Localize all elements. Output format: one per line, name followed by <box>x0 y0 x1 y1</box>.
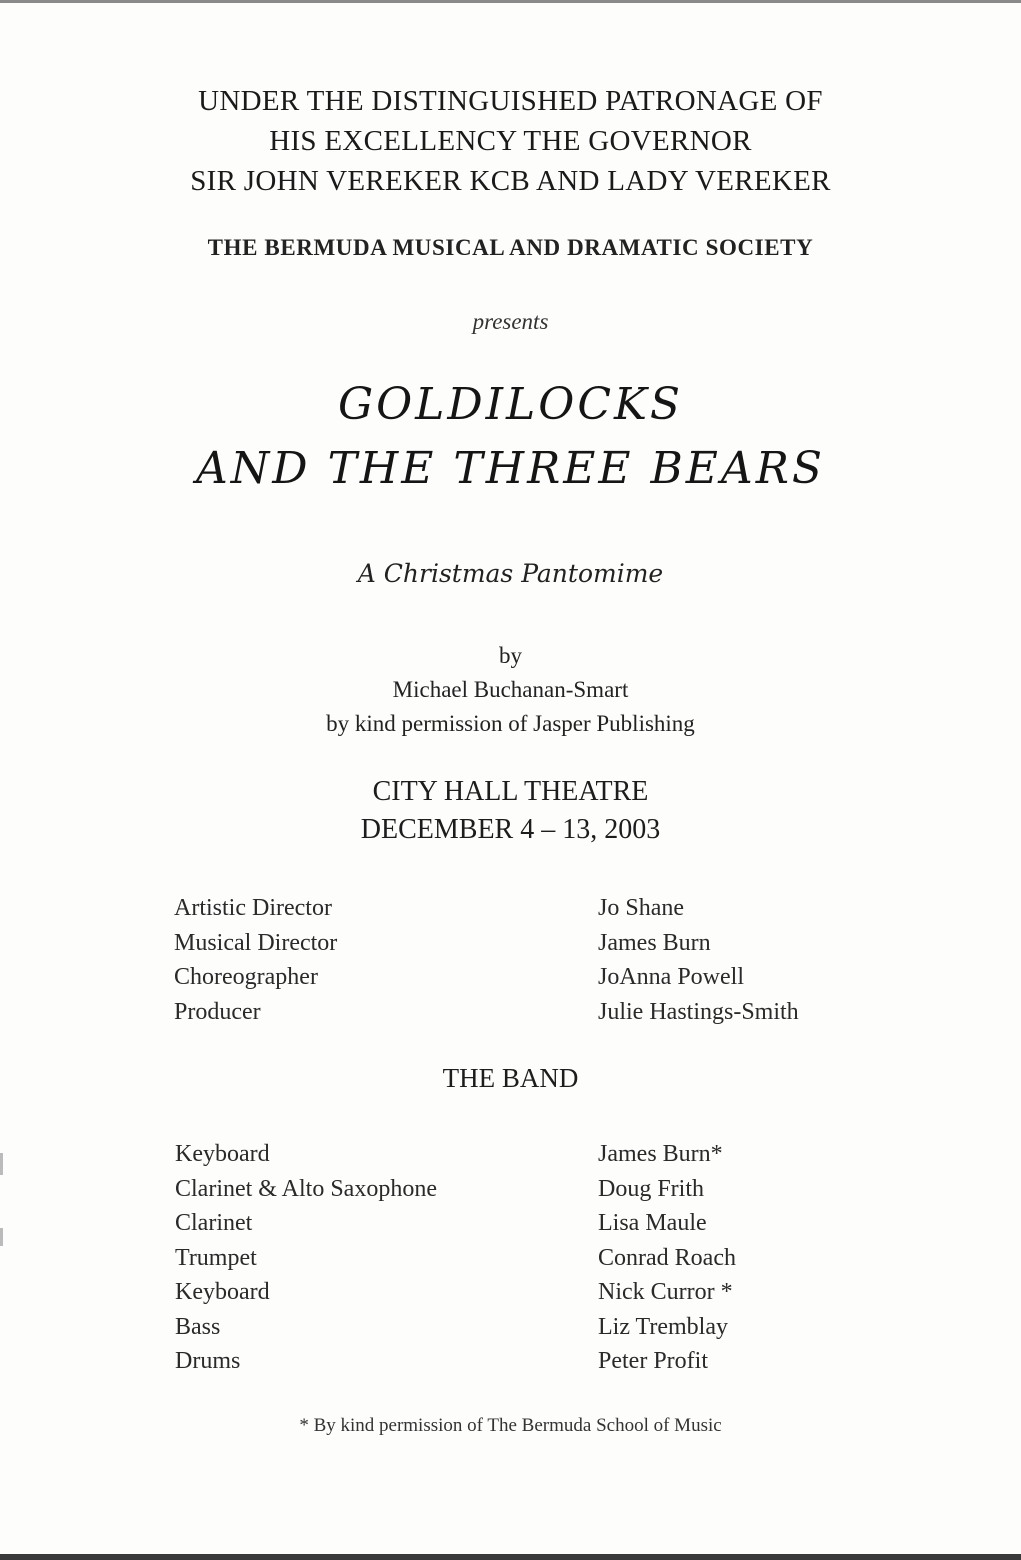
band-role: Keyboard <box>175 1279 270 1305</box>
band-member-name: Conrad Roach <box>598 1244 736 1271</box>
band-member-name: James Burn* <box>598 1141 723 1167</box>
band-role: Trumpet <box>175 1244 257 1271</box>
crew-name: James Burn <box>598 929 711 956</box>
crew-name: Julie Hastings-Smith <box>598 998 799 1025</box>
patronage-line-3: SIR JOHN VEREKER KCB AND LADY VEREKER <box>190 165 831 197</box>
show-subtitle: A Christmas Pantomime <box>357 559 664 588</box>
presents-text: presents <box>472 309 549 334</box>
crew-roles-column <box>174 891 337 1029</box>
venue-block <box>0 773 1021 849</box>
author-name: Michael Buchanan-Smart <box>392 677 629 702</box>
band-role: Keyboard <box>175 1141 270 1167</box>
author-by: by <box>499 643 522 668</box>
crew-role: Artistic Director <box>174 895 332 921</box>
footnote: * By kind permission of The Bermuda School of Music <box>299 1415 722 1436</box>
venue-name: CITY HALL THEATRE <box>372 776 649 807</box>
band-member-name: Nick Curror * <box>598 1279 733 1305</box>
band-role: Clarinet & Alto Saxophone <box>175 1175 437 1202</box>
show-title-line-1: GOLDILOCKS <box>337 379 684 430</box>
crew-name: Jo Shane <box>598 895 684 921</box>
scan-edge-mark <box>0 1228 3 1246</box>
patronage-block <box>0 81 1021 201</box>
band-member-name: Doug Frith <box>598 1175 705 1202</box>
crew-role: Choreographer <box>174 964 318 990</box>
crew-name: JoAnna Powell <box>598 964 744 990</box>
show-title-line-2: AND THE THREE BEARS <box>196 443 825 494</box>
band-roles-column <box>175 1137 437 1379</box>
show-title <box>0 373 1021 501</box>
band-role: Clarinet <box>175 1210 253 1236</box>
author-permission: by kind permission of Jasper Publishing <box>326 711 695 736</box>
crew-role: Musical Director <box>174 929 338 956</box>
band-role: Drums <box>175 1348 241 1374</box>
author-block <box>0 639 1021 741</box>
band-heading: THE BAND <box>442 1063 579 1093</box>
venue-dates: DECEMBER 4 – 13, 2003 <box>360 814 661 845</box>
band-member-name: Liz Tremblay <box>598 1313 728 1340</box>
patronage-line-2: HIS EXCELLENCY THE GOVERNOR <box>269 125 752 157</box>
patronage-line-1: UNDER THE DISTINGUISHED PATRONAGE OF <box>198 85 823 117</box>
scan-edge-mark <box>0 1153 3 1175</box>
band-member-name: Peter Profit <box>598 1348 708 1374</box>
band-role: Bass <box>175 1313 221 1340</box>
band-member-name: Lisa Maule <box>598 1210 707 1236</box>
crew-names-column <box>598 891 799 1029</box>
band-names-column <box>598 1137 736 1379</box>
crew-role: Producer <box>174 998 261 1025</box>
society-name: THE BERMUDA MUSICAL AND DRAMATIC SOCIETY <box>207 235 814 260</box>
